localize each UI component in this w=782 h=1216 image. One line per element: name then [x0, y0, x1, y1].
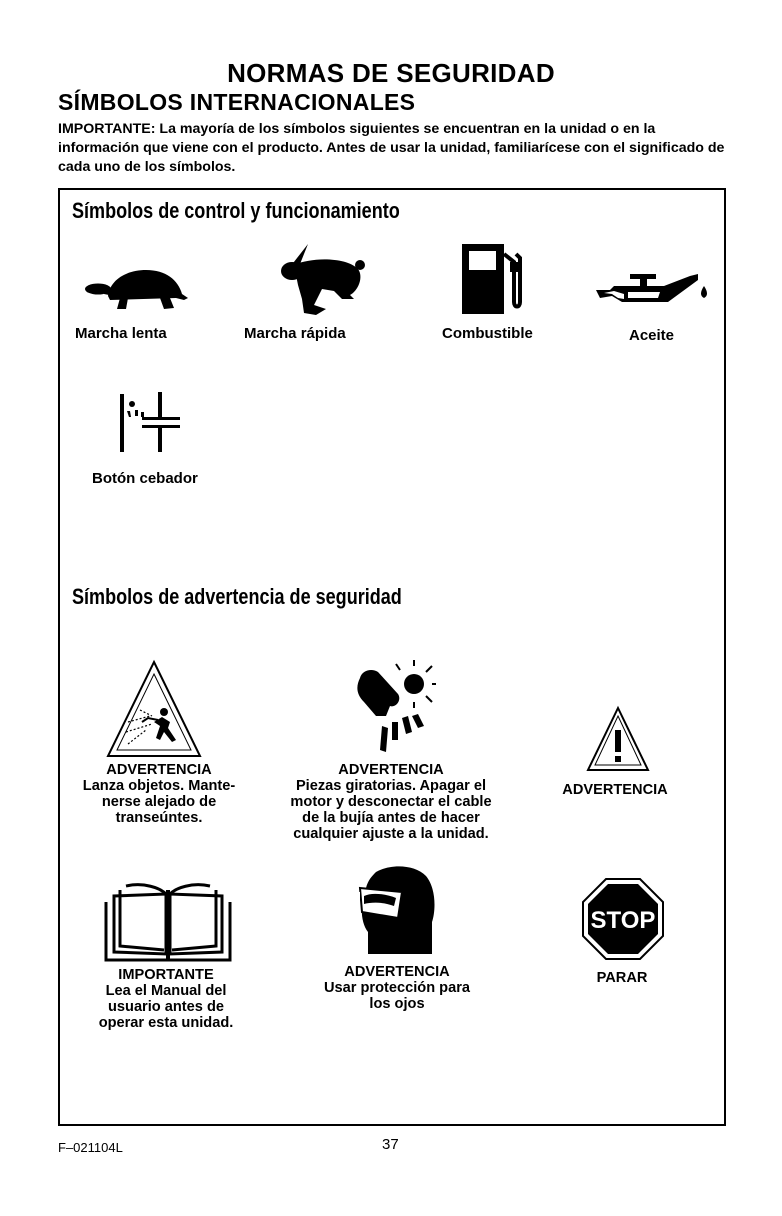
caption-line: de la bujía antes de hacer [302, 810, 480, 826]
caption-title: ADVERTENCIA [106, 762, 212, 778]
caption-title: ADVERTENCIA [338, 762, 444, 778]
primer-bulb-icon [118, 388, 190, 454]
warning-section-heading: Símbolos de advertencia de seguridad [72, 584, 402, 609]
caption-line: nerse alejado de [101, 794, 217, 810]
caption-line: Usar protección para [324, 980, 470, 996]
fuel-label: Combustible [442, 325, 533, 342]
stop-sign-icon [582, 878, 664, 960]
caption-title: ADVERTENCIA [562, 782, 668, 798]
rabbit-label: Marcha rápida [244, 325, 346, 342]
rotating-parts-caption [260, 762, 522, 842]
page-subtitle: SÍMBOLOS INTERNACIONALES [58, 89, 416, 115]
caption-title: PARAR [596, 970, 648, 986]
caption-line: cualquier ajuste a la unidad. [293, 826, 489, 842]
rotating-parts-warning-icon [352, 656, 436, 758]
rabbit-icon [268, 243, 366, 317]
intro-paragraph: IMPORTANTE: La mayoría de los símbolos siguientes se encuentran en la unidad o en la información que viene con el producto. Antes de usar la unidad, familiarícese con el significado de cada uno de los símbolos. [58, 121, 725, 175]
thrown-objects-warning-icon [106, 660, 202, 758]
caption-title: IMPORTANTE [118, 967, 214, 983]
thrown-objects-caption [64, 762, 254, 826]
oil-can-icon [594, 272, 712, 316]
fuel-pump-icon [460, 240, 522, 314]
caption-line: operar esta unidad. [98, 1015, 234, 1031]
stop-caption [572, 970, 672, 986]
open-manual-icon [104, 882, 232, 962]
document-code: F–021104L [58, 1140, 123, 1155]
caption-line: motor y desconectar el cable [290, 794, 492, 810]
manual-caption [64, 967, 268, 1031]
caption-line: usuario antes de [108, 999, 224, 1015]
caption-line: Lanza objetos. Mante- [82, 778, 236, 794]
caption-line: Piezas giratorias. Apagar el [295, 778, 487, 794]
exclamation-triangle-icon [586, 706, 650, 772]
primer-label: Botón cebador [92, 470, 198, 487]
general-warning-caption [540, 782, 690, 798]
caption-line: Lea el Manual del [105, 983, 227, 999]
caption-line: los ojos [369, 996, 425, 1012]
page-number: 37 [382, 1136, 399, 1153]
stop-sign-text: STOP [590, 907, 656, 934]
caption-title: ADVERTENCIA [344, 964, 450, 980]
oil-label: Aceite [629, 327, 675, 344]
turtle-icon [84, 268, 196, 312]
turtle-label: Marcha lenta [75, 325, 167, 342]
control-section-heading: Símbolos de control y funcionamiento [72, 198, 400, 223]
face-shield-icon [356, 862, 438, 956]
eye-protection-caption [302, 964, 492, 1012]
page-title: NORMAS DE SEGURIDAD [227, 58, 555, 88]
caption-line: transeúntes. [115, 810, 203, 826]
